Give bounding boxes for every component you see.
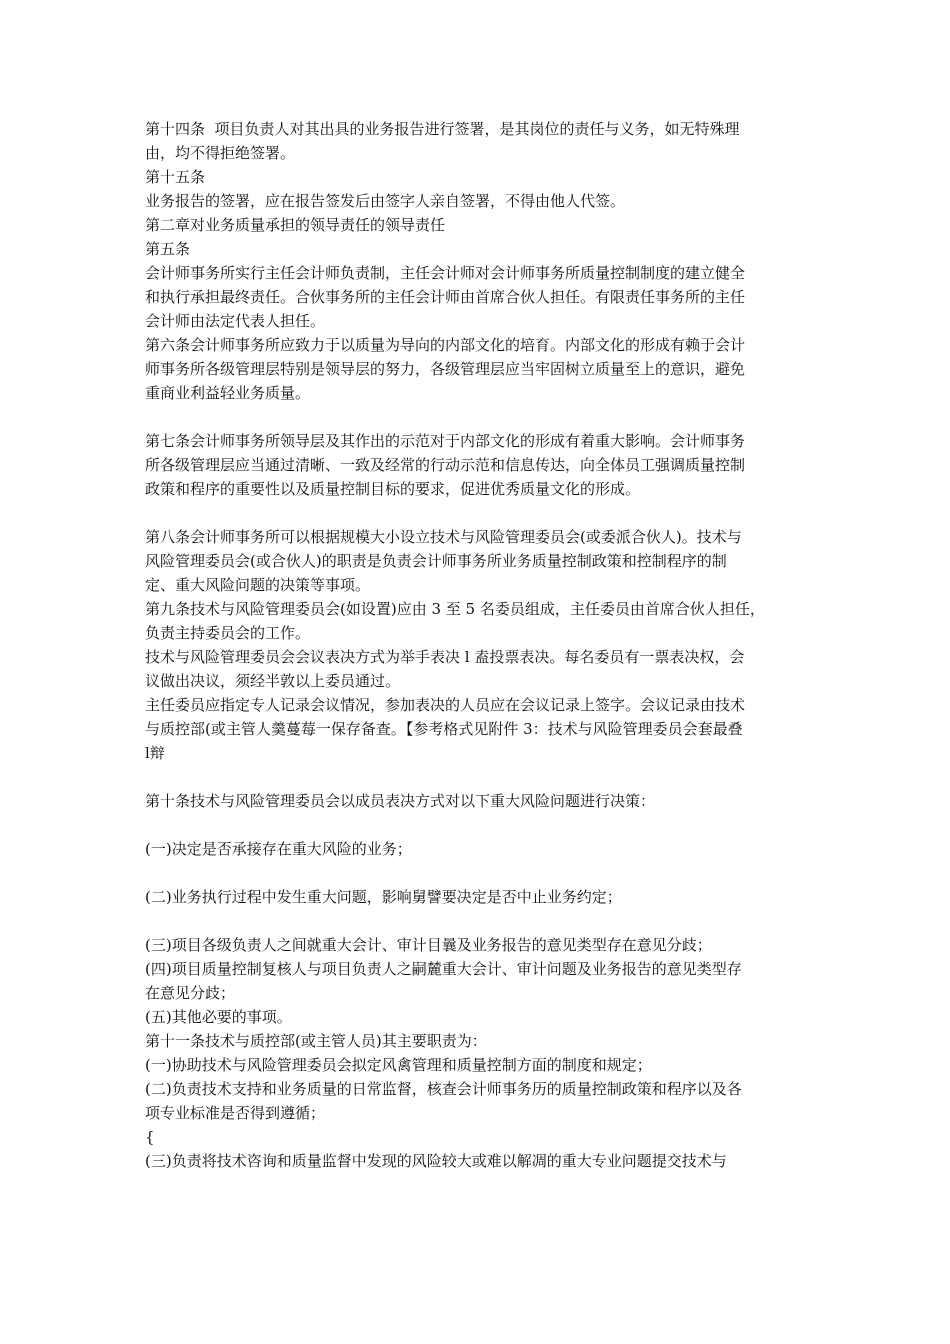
text-line: 第六条会计师事务所应致力于以质量为导向的内部文化的培育。内部文化的形成有赖于会计 bbox=[145, 336, 746, 354]
text-line: 和执行承担最终责任。合伙事务所的主任会计师由首席合伙人担任。有限责任事务所的主任 bbox=[145, 288, 746, 306]
text-line: 第十条技术与风险管理委员会以成员表决方式对以下重大风险问题进行决策： bbox=[145, 792, 656, 810]
text-line: 议做出决议，须经半敦以上委员通过。 bbox=[145, 672, 401, 690]
text-line: 会计师事务所实行主任会计师负责制，主任会计师对会计师事务所质量控制制度的建立健全 bbox=[145, 264, 746, 282]
chapter-heading: 第二章对业务质量承担的领导责任的领导责任 bbox=[145, 216, 446, 234]
text-line: 技术与风险管理委员会会议表决方式为举手表决 l 盍投票表决。每名委员有一票表决权，会 bbox=[145, 648, 745, 666]
text-line: 主任委员应指定专人记录会议情况，参加表决的人员应在会议记录上签字。会议记录由技术 bbox=[145, 696, 746, 714]
list-item: (三)负责将技术咨询和质量监督中发现的风险较大或难以解凋的重大专业问题提交技术与 bbox=[145, 1152, 727, 1170]
list-item: (一)协助技术与风险管理委员会拟定风禽管理和质量控制方面的制度和规定； bbox=[145, 1056, 652, 1074]
text-line: l辩 bbox=[145, 744, 165, 762]
text-line: 第五条 bbox=[145, 240, 191, 258]
blank-line bbox=[145, 405, 809, 429]
text-line: 由，均不得拒绝签署。 bbox=[145, 144, 296, 162]
text-line: 重商业利益轻业务质量。 bbox=[145, 384, 311, 402]
text-line: 定、重大风险问题的决策等事项。 bbox=[145, 576, 371, 594]
list-item: (四)项目质量控制复核人与项目负责人之嗣麓重大会计、审计问题及业务报告的意见类型存 bbox=[145, 960, 742, 978]
text-line: 第七条会计师事务所领导层及其作出的示范对于内部文化的形成有着重大影响。会计师事务 bbox=[145, 432, 746, 450]
list-item: (五)其他必要的事项。 bbox=[145, 1008, 292, 1026]
text-line: 第十四条 项目负责人对其出具的业务报告进行签署，是其岗位的责任与义务，如无特殊理 bbox=[145, 120, 740, 138]
blank-line bbox=[145, 909, 809, 933]
text-line: 所各级管理层应当通过清晰、一致及经常的行动示范和信息传达，向全体员工强调质量控制 bbox=[145, 456, 746, 474]
list-item: (二)负责技术支持和业务质量的日常监督，核查会计师事务历的质量控制政策和程序以及各 bbox=[145, 1080, 742, 1098]
text-line: 第十一条技术与质控部(或主管人员)其主要职责为： bbox=[145, 1032, 487, 1050]
text-line: 业务报告的签署，应在报告签发后由签字人亲自签署，不得由他人代签。 bbox=[145, 192, 626, 210]
list-item: (三)项目各级负责人之间就重大会计、审计目曩及业务报告的意见类型存在意见分歧； bbox=[145, 936, 712, 954]
text-line: 第八条会计师事务所可以根据规模大小设立技术与风险管理委员会(或委派合伙人)。技术与 bbox=[145, 528, 742, 546]
list-item: (二)业务执行过程中发生重大问题，影响舅譬要决定是否中止业务约定； bbox=[145, 888, 622, 906]
text-line: 师事务所各级管理层特别是领导层的努力，各级管理层应当牢固树立质量至上的意识，避免 bbox=[145, 360, 746, 378]
blank-line bbox=[145, 765, 809, 789]
text-line: 会计师由法定代表人担任。 bbox=[145, 312, 326, 330]
blank-line bbox=[145, 861, 809, 885]
blank-line bbox=[145, 501, 809, 525]
text-line: 第九条技术与风险管理委员会(如设置)应由 3 至 5 名委员组成，主任委员由首席合伙人担任， bbox=[145, 600, 765, 618]
text-line: 项专业标准是否得到遵循； bbox=[145, 1104, 326, 1122]
blank-line bbox=[145, 813, 809, 837]
text-line: 第十五条 bbox=[145, 168, 206, 186]
text-line: 在意见分歧； bbox=[145, 984, 236, 1002]
list-item: (一)决定是否承接存在重大风险的业务； bbox=[145, 840, 412, 858]
text-line: { bbox=[145, 1128, 155, 1146]
document-body bbox=[145, 117, 809, 1173]
text-line: 政策和程序的重要性以及质量控制目标的要求，促进优秀质量文化的形成。 bbox=[145, 480, 641, 498]
text-line: 风险管理委员会(或合伙人)的职责是负责会计师事务所业务质量控制政策和控制程序的制 bbox=[145, 552, 727, 570]
text-line: 负责主持委员会的工作。 bbox=[145, 624, 311, 642]
text-line: 与质控部(或主管人羹蔓莓一保存备查。【参考格式见附件 3：技术与风险管理委员会套最叠 bbox=[145, 720, 743, 738]
